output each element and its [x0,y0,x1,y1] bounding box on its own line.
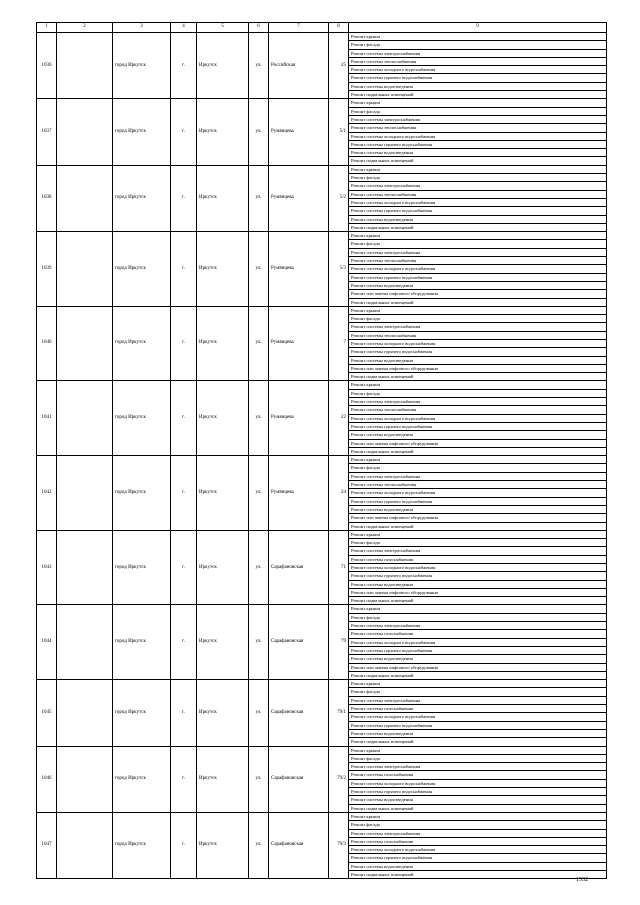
house-number-cell: 25 [329,33,349,99]
work-item: Ремонт подвальных помещений [351,224,414,230]
column-header: 7 [269,23,329,33]
table-row [37,381,607,456]
work-item: Ремонт системы газоснабжения [349,838,606,846]
locality-type-cell: г. [171,456,197,531]
house-number-cell: 24 [329,456,349,531]
work-item: Ремонт системы электроснабжения [349,116,606,124]
work-item: Ремонт подвальных помещений [351,92,414,98]
locality-cell: Иркутск [197,306,249,381]
settlement-cell: город Иркутск [113,746,171,812]
work-item: Ремонт крыши [349,813,606,821]
locality-cell: Иркутск [197,381,249,456]
settlement-cell: город Иркутск [113,680,171,746]
work-item: Ремонт системы теплоснабжения [349,481,606,489]
work-item: Ремонт фасада [349,688,606,696]
works-cell [349,605,607,680]
document-page [36,22,606,879]
row-number: 1044 [37,605,57,680]
column-header: 1 [37,23,57,33]
work-item: Ремонт системы горячего водоснабжения [349,274,606,282]
column-header: 8 [329,23,349,33]
work-item: Ремонт системы водоотведения [349,282,606,290]
table-row [37,165,607,231]
work-item: Ремонт подвальных помещений [351,871,414,877]
settlement-cell: город Иркутск [113,381,171,456]
work-item: Ремонт системы водоотведения [349,506,606,514]
work-item: Ремонт фасада [349,174,606,182]
locality-type-cell: г. [171,680,197,746]
work-item: Ремонт системы холодного водоснабжения [349,265,606,273]
work-item: Ремонт системы холодного водоснабжения [349,340,606,348]
row-number: 1039 [37,232,57,307]
municipality-cell [57,33,113,99]
work-item: Ремонт системы горячего водоснабжения [349,572,606,580]
locality-type-cell: г. [171,232,197,307]
street-cell: Сарафановская [269,812,329,878]
row-number: 1046 [37,746,57,812]
work-item: Ремонт системы теплоснабжения [349,191,606,199]
locality-cell: Иркутск [197,165,249,231]
locality-type-cell: г. [171,605,197,680]
header-row [37,23,607,33]
work-item: Ремонт системы электроснабжения [349,182,606,190]
work-item: Ремонт системы электроснабжения [349,473,606,481]
row-number: 1042 [37,456,57,531]
street-type-cell: ул. [249,605,269,680]
work-item: Ремонт системы холодного водоснабжения [349,133,606,141]
work-item: Ремонт системы горячего водоснабжения [349,854,606,862]
table-row [37,746,607,812]
work-item: Ремонт системы горячего водоснабжения [349,207,606,215]
house-number-cell: 5/1 [329,99,349,165]
locality-cell: Иркутск [197,680,249,746]
locality-type-cell: г. [171,812,197,878]
settlement-cell: город Иркутск [113,165,171,231]
work-item: Ремонт крыши [349,307,606,315]
street-type-cell: ул. [249,99,269,165]
municipality-cell [57,812,113,878]
settlement-cell: город Иркутск [113,812,171,878]
work-item: Ремонт фасада [349,821,606,829]
work-item: Ремонт системы газоснабжения [349,705,606,713]
work-item: Ремонт крыши [349,381,606,389]
table-row [37,680,607,746]
work-item: Ремонт системы электроснабжения [349,830,606,838]
work-item: Ремонт системы холодного водоснабжения [349,66,606,74]
municipality-cell [57,530,113,605]
works-cell [349,530,607,605]
work-item: Ремонт системы электроснабжения [349,763,606,771]
work-item: Ремонт системы газоснабжения [349,630,606,638]
work-item: Ремонт фасада [349,755,606,763]
locality-type-cell: г. [171,746,197,812]
work-item: Ремонт системы горячего водоснабжения [349,722,606,730]
works-cell [349,99,607,165]
column-header: 9 [349,23,607,33]
work-item: Ремонт крыши [349,166,606,174]
municipality-cell [57,456,113,531]
municipality-cell [57,381,113,456]
work-item: Ремонт фасада [349,464,606,472]
row-number: 1041 [37,381,57,456]
works-cell [349,232,607,307]
locality-type-cell: г. [171,165,197,231]
house-number-cell: 5/2 [329,165,349,231]
table-row [37,605,607,680]
work-item: Ремонт системы электроснабжения [349,547,606,555]
work-item: Ремонт системы холодного водоснабжения [349,415,606,423]
house-number-cell: 5/3 [329,232,349,307]
column-header: 4 [171,23,197,33]
work-item: Ремонт системы горячего водоснабжения [349,498,606,506]
municipality-cell [57,165,113,231]
work-item: Ремонт подвальных помещений [351,374,414,380]
work-item: Ремонт фасада [349,41,606,49]
locality-cell: Иркутск [197,232,249,307]
street-cell: Румянцева [269,306,329,381]
table-row [37,232,607,307]
table-row [37,530,607,605]
work-item: Ремонт системы холодного водоснабжения [349,564,606,572]
work-item: Ремонт системы горячего водоснабжения [349,348,606,356]
row-number: 1043 [37,530,57,605]
street-type-cell: ул. [249,680,269,746]
work-item: Ремонт фасада [349,108,606,116]
locality-type-cell: г. [171,530,197,605]
house-number-cell: 71 [329,530,349,605]
row-number: 1040 [37,306,57,381]
table-row [37,33,607,99]
settlement-cell: город Иркутск [113,530,171,605]
municipality-cell [57,99,113,165]
work-item: Ремонт системы теплоснабжения [349,58,606,66]
work-item: Ремонт фасада [349,240,606,248]
repair-schedule-table [36,22,607,879]
work-item: Ремонт подвальных помещений [351,805,414,811]
row-number: 1037 [37,99,57,165]
work-item: Ремонт крыши [349,531,606,539]
house-number-cell: 79 [329,605,349,680]
table-row [37,306,607,381]
work-item: Ремонт системы газоснабжения [349,771,606,779]
street-type-cell: ул. [249,306,269,381]
work-item: Ремонт системы горячего водоснабжения [349,141,606,149]
street-type-cell: ул. [249,381,269,456]
work-item: Ремонт системы водоотведения [349,357,606,365]
work-item: Ремонт крыши [349,33,606,41]
work-item: Ремонт системы электроснабжения [349,249,606,257]
settlement-cell: город Иркутск [113,232,171,307]
work-item: Ремонт крыши [349,232,606,240]
locality-type-cell: г. [171,33,197,99]
work-item: Ремонт системы водоотведения [349,655,606,663]
street-cell: Румянцева [269,165,329,231]
works-cell [349,680,607,746]
work-item: Ремонт системы водоотведения [349,431,606,439]
work-item: Ремонт системы водоотведения [349,796,606,804]
settlement-cell: город Иркутск [113,605,171,680]
house-number-cell: 79/1 [329,680,349,746]
street-cell: Сарафановская [269,605,329,680]
works-cell [349,165,607,231]
work-item: Ремонт фасада [349,539,606,547]
locality-type-cell: г. [171,306,197,381]
settlement-cell: город Иркутск [113,99,171,165]
street-cell: Сарафановская [269,680,329,746]
table-body [37,23,607,879]
work-item: Ремонт системы горячего водоснабжения [349,647,606,655]
row-number: 1038 [37,165,57,231]
work-item: Ремонт подвальных помещений [351,158,414,164]
street-cell: Румянцева [269,99,329,165]
municipality-cell [57,746,113,812]
table-row [37,812,607,878]
settlement-cell: город Иркутск [113,33,171,99]
street-cell: Румянцева [269,232,329,307]
work-item: Ремонт системы водоотведения [349,149,606,157]
locality-cell: Иркутск [197,99,249,165]
work-item: Ремонт подвальных помещений [351,672,414,678]
locality-cell: Иркутск [197,812,249,878]
work-item: Ремонт подвальных помещений [351,448,414,454]
work-item: Ремонт фасада [349,390,606,398]
table-row [37,456,607,531]
locality-type-cell: г. [171,99,197,165]
work-item: Ремонт системы холодного водоснабжения [349,639,606,647]
work-item: Ремонт крыши [349,456,606,464]
work-item: Ремонт системы холодного водоснабжения [349,780,606,788]
work-item: Ремонт системы электроснабжения [349,323,606,331]
house-number-cell: 79/3 [329,812,349,878]
street-cell: Сарафановская [269,746,329,812]
work-item: Ремонт системы теплоснабжения [349,406,606,414]
work-item: Ремонт системы теплоснабжения [349,124,606,132]
work-item: Ремонт системы электроснабжения [349,398,606,406]
works-cell [349,812,607,878]
street-type-cell: ул. [249,456,269,531]
works-cell [349,456,607,531]
work-item: Ремонт или замена лифтового оборудования [349,664,606,672]
work-item: Ремонт крыши [349,680,606,688]
house-number-cell: 7 [329,306,349,381]
work-item: Ремонт системы водоотведения [349,581,606,589]
work-item: Ремонт системы холодного водоснабжения [349,489,606,497]
municipality-cell [57,605,113,680]
work-item: Ремонт системы теплоснабжения [349,332,606,340]
locality-type-cell: г. [171,381,197,456]
locality-cell: Иркутск [197,746,249,812]
works-cell [349,381,607,456]
work-item: Ремонт системы горячего водоснабжения [349,423,606,431]
locality-cell: Иркутск [197,33,249,99]
street-type-cell: ул. [249,232,269,307]
work-item: Ремонт системы электроснабжения [349,50,606,58]
work-item: Ремонт системы водоотведения [349,863,606,871]
locality-cell: Иркутск [197,530,249,605]
work-item: Ремонт системы холодного водоснабжения [349,846,606,854]
work-item: Ремонт фасада [349,614,606,622]
street-cell: Российская [269,33,329,99]
work-item: Ремонт системы холодного водоснабжения [349,713,606,721]
work-item: Ремонт системы электроснабжения [349,622,606,630]
work-item: Ремонт или замена лифтового оборудования [349,514,606,522]
house-number-cell: 22 [329,381,349,456]
work-item: Ремонт подвальных помещений [351,523,414,529]
work-item: Ремонт крыши [349,605,606,613]
street-type-cell: ул. [249,530,269,605]
column-header: 5 [197,23,249,33]
works-cell [349,33,607,99]
locality-cell: Иркутск [197,456,249,531]
work-item: Ремонт подвальных помещений [351,598,414,604]
street-type-cell: ул. [249,812,269,878]
column-header: 6 [249,23,269,33]
row-number: 1036 [37,33,57,99]
street-cell: Румянцева [269,381,329,456]
works-cell [349,746,607,812]
street-cell: Румянцева [269,456,329,531]
table-row [37,99,607,165]
work-item: Ремонт или замена лифтового оборудования [349,290,606,298]
page-number: 1532 [576,877,588,883]
settlement-cell: город Иркутск [113,456,171,531]
municipality-cell [57,680,113,746]
municipality-cell [57,232,113,307]
work-item: Ремонт системы водоотведения [349,83,606,91]
column-header: 3 [113,23,171,33]
work-item: Ремонт системы электроснабжения [349,697,606,705]
work-item: Ремонт системы газоснабжения [349,556,606,564]
work-item: Ремонт крыши [349,747,606,755]
street-type-cell: ул. [249,33,269,99]
street-type-cell: ул. [249,165,269,231]
house-number-cell: 79/2 [329,746,349,812]
street-cell: Сарафановская [269,530,329,605]
work-item: Ремонт подвальных помещений [351,739,414,745]
locality-cell: Иркутск [197,605,249,680]
work-item: Ремонт или замена лифтового оборудования [349,365,606,373]
work-item: Ремонт крыши [349,99,606,107]
settlement-cell: город Иркутск [113,306,171,381]
column-header: 2 [57,23,113,33]
work-item: Ремонт фасада [349,315,606,323]
work-item: Ремонт подвальных помещений [351,299,414,305]
work-item: Ремонт системы холодного водоснабжения [349,199,606,207]
work-item: Ремонт системы горячего водоснабжения [349,788,606,796]
work-item: Ремонт системы теплоснабжения [349,257,606,265]
row-number: 1047 [37,812,57,878]
work-item: Ремонт или замена лифтового оборудования [349,440,606,448]
work-item: Ремонт системы водоотведения [349,730,606,738]
municipality-cell [57,306,113,381]
work-item: Ремонт или замена лифтового оборудования [349,589,606,597]
street-type-cell: ул. [249,746,269,812]
work-item: Ремонт системы водоотведения [349,216,606,224]
row-number: 1045 [37,680,57,746]
work-item: Ремонт системы горячего водоснабжения [349,74,606,82]
works-cell [349,306,607,381]
